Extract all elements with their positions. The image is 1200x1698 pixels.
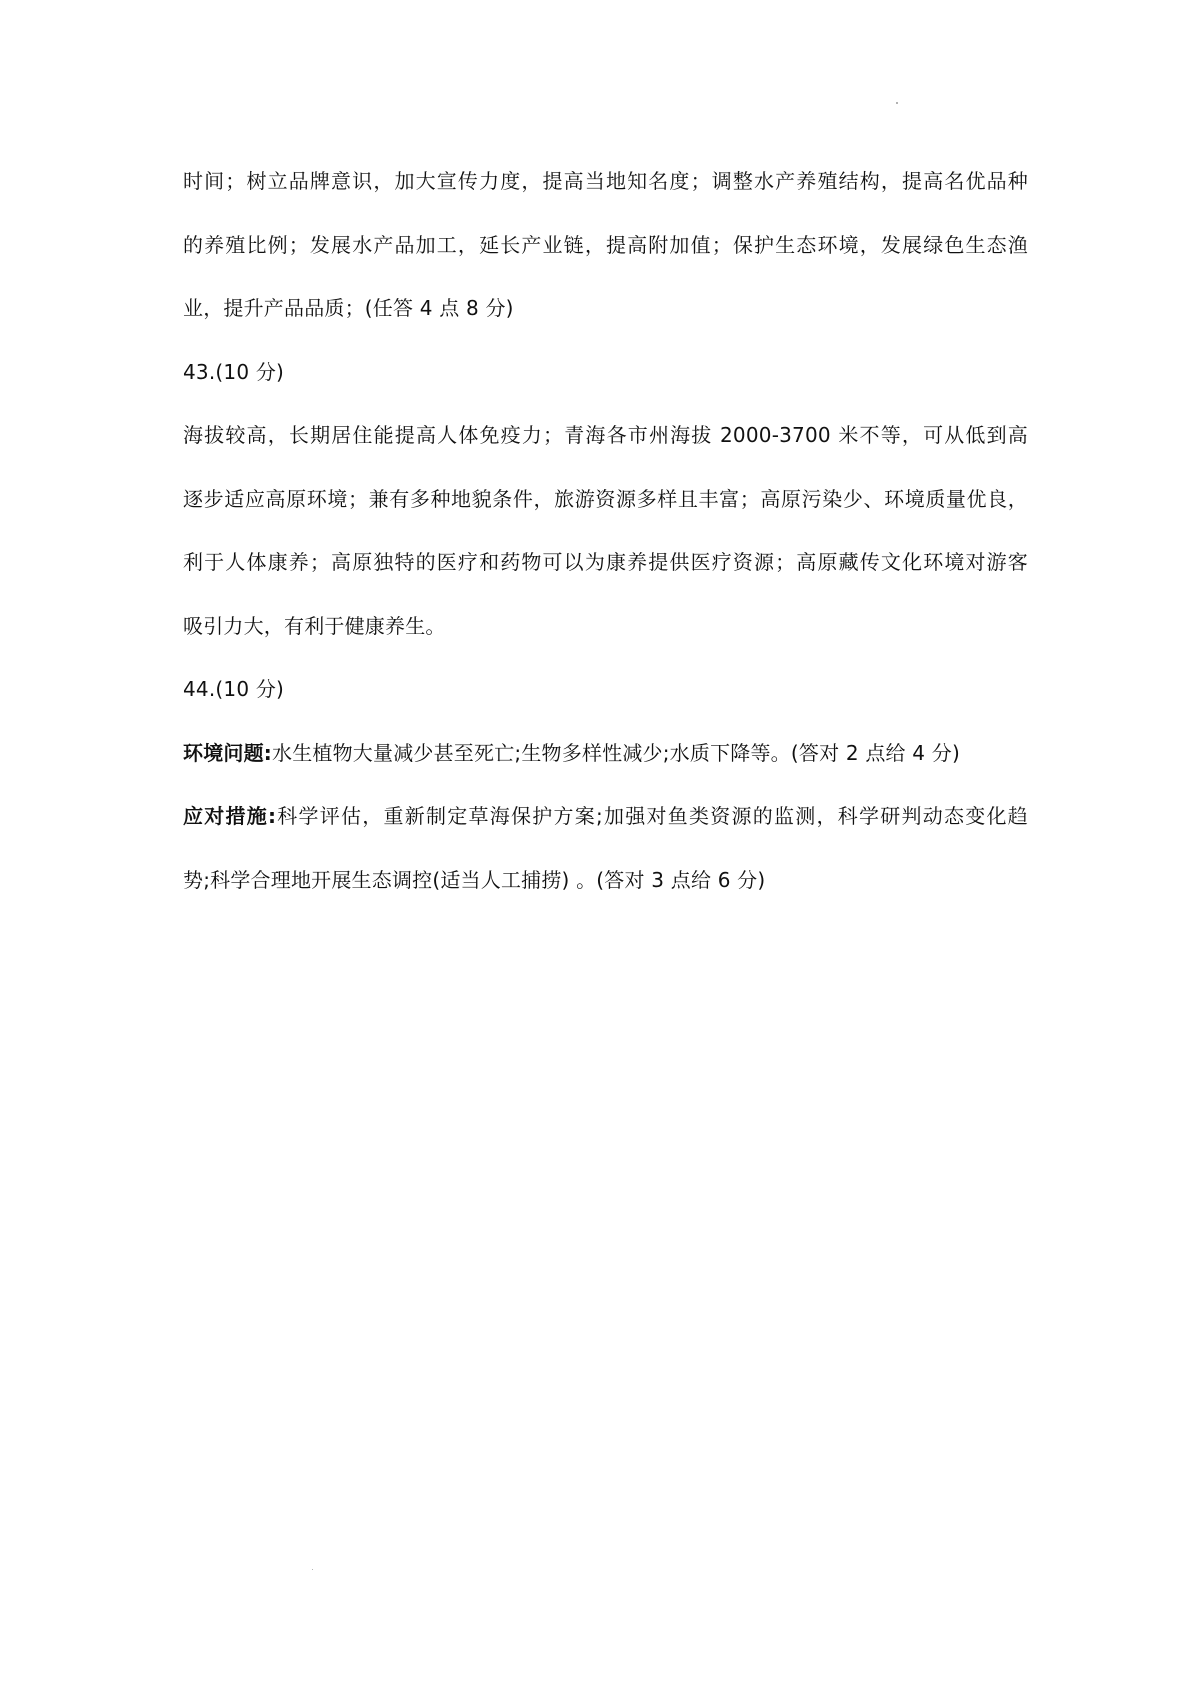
- q42-answer-line: 业，提升产品品质；(任答 4 点 8 分): [183, 296, 514, 320]
- measure-label: 应对措施:: [183, 804, 277, 828]
- q42-answer-line: 时间；树立品牌意识，加大宣传力度，提高当地知名度；调整水产养殖结构，提高名优品种: [183, 169, 1028, 193]
- q43-header: 43.(10 分): [183, 359, 285, 384]
- q44-measure-line: 势;科学合理地开展生态调控(适当人工捕捞) 。(答对 3 点给 6 分): [183, 867, 766, 892]
- q44-measure-line: [183, 785, 1028, 849]
- q42-answer-line: 的养殖比例；发展水产品加工，延长产业链，提高附加值；保护生态环境，发展绿色生态渔: [183, 232, 1028, 257]
- scan-speck: [312, 1569, 313, 1570]
- q43-answer-line: 逐步适应高原环境；兼有多种地貌条件，旅游资源多样且丰富；高原污染少、环境质量优良，: [183, 486, 1028, 511]
- q44-problem-line: [183, 722, 1028, 786]
- problem-label: 环境问题:: [183, 740, 272, 765]
- q43-answer-line: 吸引力大，有利于健康养生。: [183, 613, 446, 638]
- q44-header: 44.(10 分): [183, 677, 285, 701]
- scan-speck: [896, 102, 898, 104]
- q43-answer-line: 利于人体康养；高原独特的医疗和药物可以为康养提供医疗资源；高原藏传文化环境对游客: [183, 550, 1028, 574]
- measure-text: 科学评估，重新制定草海保护方案;加强对鱼类资源的监测，科学研判动态变化趋: [276, 804, 1028, 828]
- problem-text: 水生植物大量减少甚至死亡;生物多样性减少;水质下降等。(答对 2 点给 4 分): [272, 740, 960, 765]
- q43-answer-line: 海拔较高，长期居住能提高人体免疫力；青海各市州海拔 2000-3700 米不等，可从低到高: [183, 423, 1028, 447]
- answer-content: [183, 150, 1028, 912]
